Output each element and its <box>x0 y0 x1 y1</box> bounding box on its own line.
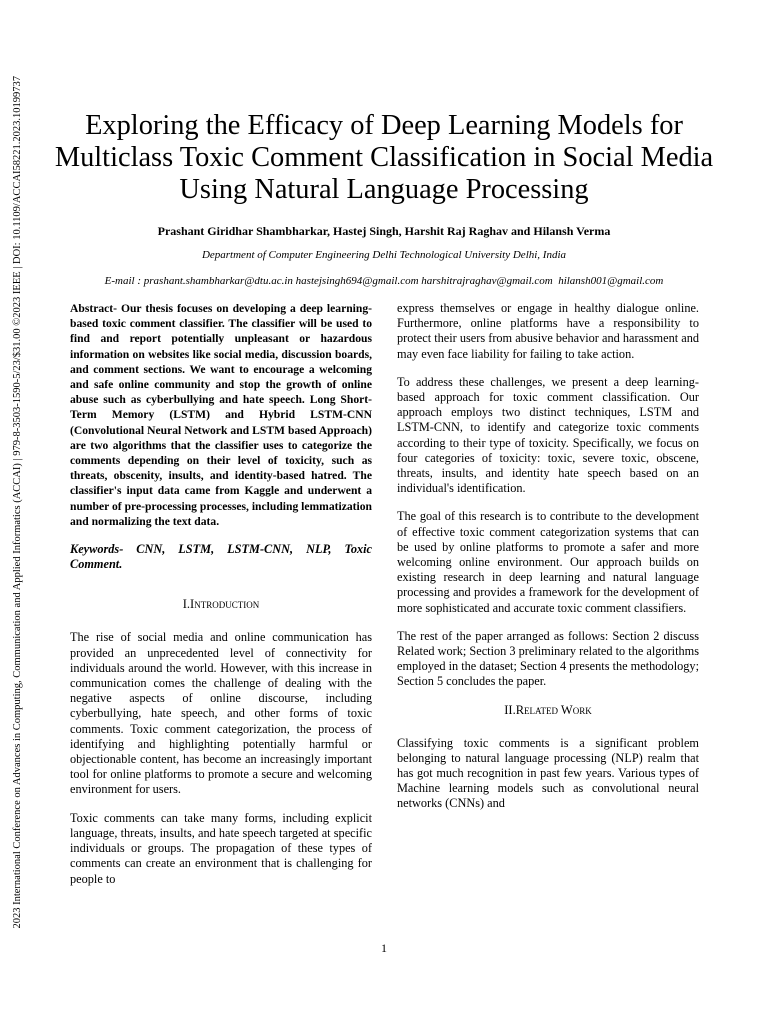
keywords: Keywords- CNN, LSTM, LSTM-CNN, NLP, Toxic Comment. <box>70 542 372 572</box>
intro-paragraph-5: The goal of this research is to contribute to the development of effective toxic comment categorization systems that can be used by online platforms to promote a safer and more welcoming online environment. Our approach builds on existing research in deep learning and natural language processing and provides a framework for the development of more sophisticated and accurate toxic comment classifiers. <box>397 509 699 615</box>
conference-sidebar <box>4 75 32 929</box>
intro-paragraph-4: To address these challenges, we present a deep learning-based approach for toxic comment classification. Our approach employs two distinct techniques, LSTM and LSTM-CNN, to identify and categorize toxic comments according to their type of toxicity. Specifically, we focus on four categories of toxicity: toxic, severe toxic, obscene, threats, insults, and identity hate speech based on an individual's identification. <box>397 374 699 496</box>
conference-doi-text: 2023 International Conference on Advances in Computing, Communication and Applied Informatics (ACCAI) | 979-8-3503-1590-5/23/$31.00 ©2023 IEEE | DOI: 10.1109/ACCAI58221.2023.10199737 <box>11 75 23 929</box>
author-list: Prashant Giridhar Shambharkar, Hastej Singh, Harshit Raj Raghav and Hilansh Verma <box>157 224 611 238</box>
affiliation: Department of Computer Engineering Delhi Technological University Delhi, India <box>201 249 567 261</box>
intro-paragraph-3: express themselves or engage in healthy dialogue online. Furthermore, online platforms have a responsibility to protect their users from abusive behavior and harassment and may even face liability for failing to take action. <box>397 301 699 361</box>
paper-title: Exploring the Efficacy of Deep Learning Models for Multiclass Toxic Comment Classification in Social Media Using Natural Language Processing <box>54 110 714 205</box>
abstract: Abstract- Our thesis focuses on developing a deep learning-based toxic comment classifier. The classifier will be used to find and report potentially unpleasant or hazardous information on websites like social media, discussion boards, and comment sections. We want to encourage a welcoming and safe online community and stop the growth of online abuse such as cyberbullying and hate speech. Long Short-Term Memory (LSTM) and Hybrid LSTM-CNN (Convolutional Neural Network and LSTM based Approach) are two algorithms that the classifier uses to categorize the comments depending on their level of toxicity, such as threats, obscenity, insults, and identity-based hatred. The classifier's input data came from Kaggle and underwent a number of pre-processing processes, including lemmatization and normalizing the text data. <box>70 302 372 528</box>
author-emails: E-mail : prashant.shambharkar@dtu.ac.in hastejsingh694@gmail.com harshitrajraghav@gmail.com hilansh001@gmail.com <box>104 275 664 287</box>
related-work-paragraph-1: Classifying toxic comments is a significant problem belonging to natural language processing (NLP) realm that has got much recognition in past few years. Various types of Machine learning models such as convolutional neural networks (CNNs) and <box>397 735 699 811</box>
section-heading-introduction: I.Introduction <box>182 597 260 612</box>
right-column <box>397 301 699 825</box>
intro-paragraph-1: The rise of social media and online communication has provided an unprecedented level of connectivity for individuals around the world. However, with this increase in communication comes the challenge of dealing with the negative aspects of online discourse, including cyberbullying, hate speech, and other forms of toxic comments. Toxic comment categorization, the process of identifying and highlighting potentially harmful or objectionable content, has become an increasingly important tool for online platforms to promote a secure and welcoming environment for users. <box>70 630 372 797</box>
page-number: 1 <box>381 941 387 955</box>
intro-paragraph-2: Toxic comments can take many forms, including explicit language, threats, insults, and hate speech targeted at specific individuals or groups. The propagation of these types of comments can create an environment that is challenging for people to <box>70 810 372 886</box>
section-heading-related-work: II.Related Work <box>504 702 592 717</box>
intro-paragraph-6: The rest of the paper arranged as follows: Section 2 discuss Related work; Section 3 preliminary related to the algorithms employed in the dataset; Section 4 presents the methodology; Section 5 concludes the paper. <box>397 628 699 689</box>
left-column <box>70 301 372 900</box>
